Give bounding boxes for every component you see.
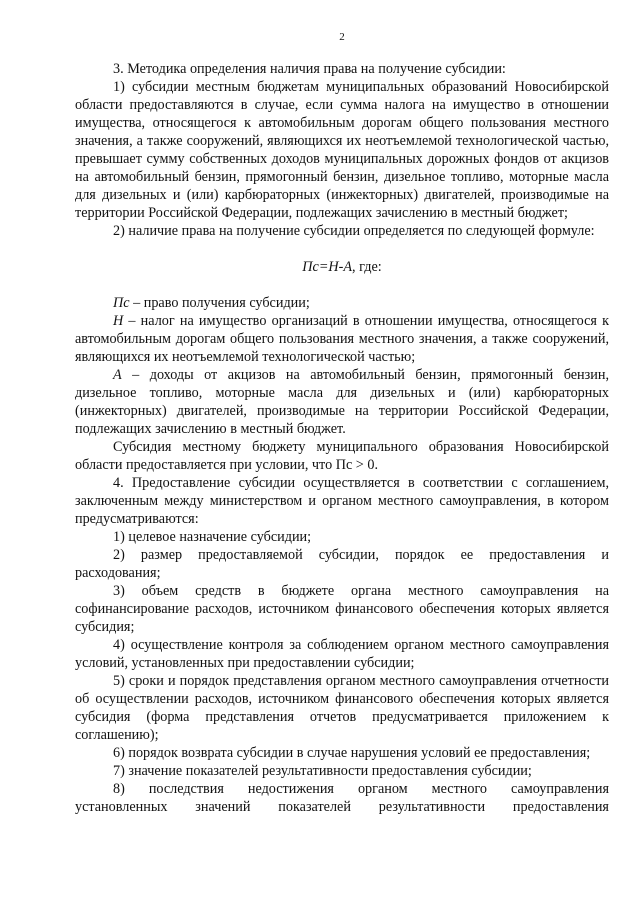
section-4-item-4: 4) осуществление контроля за соблюдением органом местного самоуправления условий, установленных при предоставлении субсидии;: [75, 637, 609, 671]
definition-term: Н: [113, 313, 124, 329]
section-4-item-6: 6) порядок возврата субсидии в случае нарушения условий ее предоставления;: [113, 745, 591, 761]
tail-word: установленных: [75, 799, 168, 815]
definition-text: – право получения субсидии;: [129, 295, 310, 311]
section-4-item-7: 7) значение показателей результативности предоставления субсидии;: [113, 763, 532, 779]
tail-word: результативности: [378, 799, 486, 815]
definition-ps: [75, 294, 609, 312]
definition-text: – налог на имуществo организаций в отношении имущества, относящегося к автомобильным дорогам общего пользования местного значения, а также сооружений, являющихся их неотъемлемой технологической частью;: [75, 313, 609, 365]
formula-expression: Пс=Н-А: [302, 259, 353, 275]
formula-suffix: , где:: [352, 259, 382, 275]
tail-word: предоставления: [512, 799, 609, 815]
definition-n: [75, 312, 609, 366]
document-page: [75, 30, 609, 816]
section-3-item-1: 1) субсидии местным бюджетам муниципальных образований Новосибирской области предоставляются в случае, если сумма налога на имущество в отношении имущества, относящегося к автомобильным дорогам общего пользования местного значения, а также сооружений, являющихся их неотъемлемой технологической частью, превышает сумму собственных доходов муниципальных дорожных фондов от акцизов на автомобильный бензин, прямогонный бензин, дизельное топливо, моторные масла для дизельных и (или) карбюраторных (инжекторных) двигателей, производимые на территории Российской Федерации, подлежащих зачислению в местный бюджет;: [75, 79, 609, 221]
section-4-item-8: 8) последствия недостижения органом местного самоуправления: [113, 781, 609, 797]
formula: [75, 258, 609, 276]
definition-term: Пс: [113, 295, 130, 311]
tail-word: значений: [195, 799, 251, 815]
section-4-item-1: 1) целевое назначение субсидии;: [113, 529, 312, 545]
section-4-heading: 4. Предоставление субсидии осуществляется в соответствии с соглашением, заключенным между министерством и органом местного самоуправления, в котором предусматриваются:: [75, 475, 609, 527]
section-3-heading: 3. Методика определения наличия права на получение субсидии:: [113, 61, 506, 77]
tail-word: показателей: [278, 799, 351, 815]
page-number: 2: [339, 31, 345, 43]
section-4-item-8-continuation: [75, 798, 609, 816]
subsidy-condition: Субсидия местному бюджету муниципального образования Новосибирской области предоставляется при условии, что Пс > 0.: [75, 439, 609, 473]
definition-a: [75, 366, 609, 438]
section-4-item-5: 5) сроки и порядок представления органом местного самоуправления отчетности об осуществлении расходов, источником финансового обеспечения которых является субсидия (форма представления отчетов предусматривается приложением к соглашению);: [75, 673, 609, 743]
definition-text: – доходы от акцизов на автомобильный бензин, прямогонный бензин, дизельное топливо, моторные масла для дизельных и (или) карбюраторных (инжекторных) двигателей, производимые на территории Российской Федерации, подлежащих зачислению в местный бюджет.: [75, 367, 609, 437]
definition-term: А: [113, 367, 122, 383]
section-4-item-3: 3) объем средств в бюджете органа местного самоуправления на софинансирование расходов, источником финансового обеспечения которых является субсидия;: [75, 583, 609, 635]
section-3-item-2: 2) наличие права на получение субсидии определяется по следующей формуле:: [113, 223, 595, 239]
section-4-item-2: 2) размер предоставляемой субсидии, порядок ее предоставления и расходования;: [75, 547, 609, 581]
